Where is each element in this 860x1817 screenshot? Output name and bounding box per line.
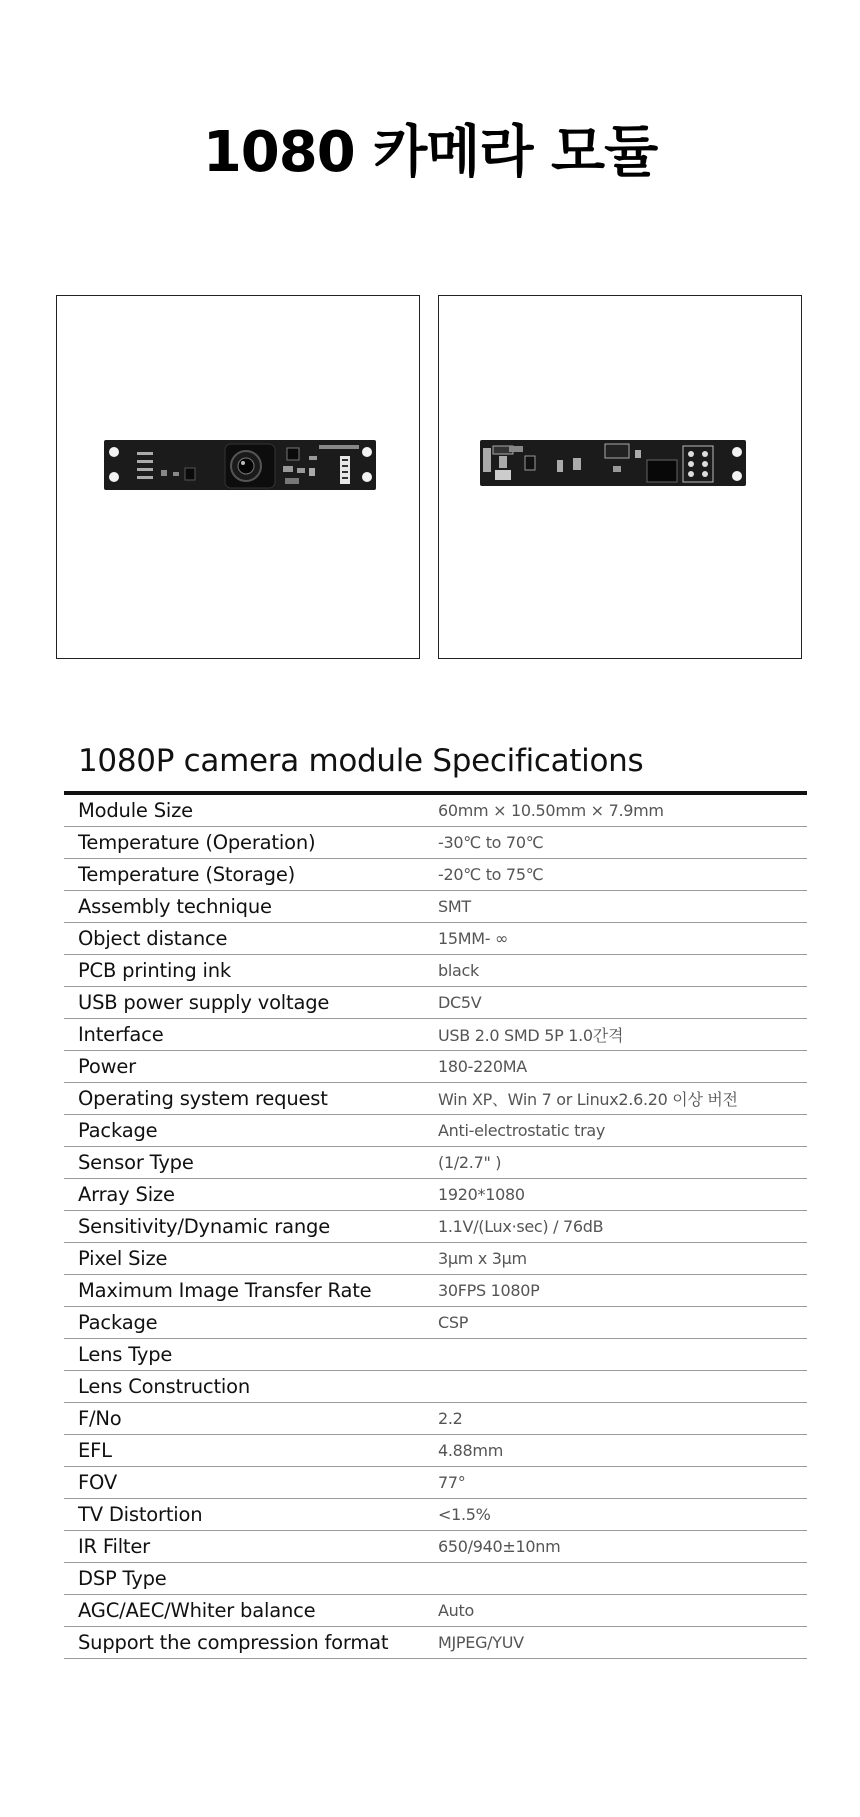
spec-value: black xyxy=(438,961,479,980)
spec-label: USB power supply voltage xyxy=(78,991,330,1014)
spec-value: 3μm x 3μm xyxy=(438,1249,527,1268)
spec-label: Lens Construction xyxy=(78,1375,250,1398)
table-row xyxy=(64,1147,807,1179)
table-row xyxy=(64,1563,807,1595)
spec-value: -20℃ to 75℃ xyxy=(438,865,544,884)
table-row xyxy=(64,1339,807,1371)
table-row xyxy=(64,1435,807,1467)
spec-value: 30FPS 1080P xyxy=(438,1281,540,1300)
table-row xyxy=(64,1371,807,1403)
spec-label: Power xyxy=(78,1055,136,1078)
spec-label: IR Filter xyxy=(78,1535,150,1558)
spec-label: TV Distortion xyxy=(78,1503,203,1526)
spec-label: Pixel Size xyxy=(78,1247,168,1270)
spec-label: F/No xyxy=(78,1407,122,1430)
table-row xyxy=(64,1531,807,1563)
page-title: 1080 카메라 모듈 xyxy=(202,120,658,185)
camera-module-back-photo xyxy=(438,295,802,659)
spec-label: EFL xyxy=(78,1439,112,1462)
pcb-front-image xyxy=(57,296,419,658)
spec-value: 180-220MA xyxy=(438,1057,527,1076)
table-row xyxy=(64,987,807,1019)
spec-value: 2.2 xyxy=(438,1409,463,1428)
table-row xyxy=(64,1115,807,1147)
table-row xyxy=(64,1627,807,1659)
spec-value: -30℃ to 70℃ xyxy=(438,833,544,852)
spec-label: AGC/AEC/Whiter balance xyxy=(78,1599,316,1622)
table-row xyxy=(64,923,807,955)
spec-value: 4.88mm xyxy=(438,1441,503,1460)
spec-value: (1/2.7" ) xyxy=(438,1153,502,1172)
spec-value: MJPEG/YUV xyxy=(438,1633,524,1652)
table-row xyxy=(64,859,807,891)
spec-label: FOV xyxy=(78,1471,117,1494)
spec-value: SMT xyxy=(438,897,471,916)
spec-label: Maximum Image Transfer Rate xyxy=(78,1279,372,1302)
spec-value: Auto xyxy=(438,1601,474,1620)
table-row xyxy=(64,795,807,827)
spec-value: DC5V xyxy=(438,993,482,1012)
spec-label: Assembly technique xyxy=(78,895,272,918)
spec-label: Array Size xyxy=(78,1183,175,1206)
spec-value: USB 2.0 SMD 5P 1.0간격 xyxy=(438,1026,624,1045)
spec-label: PCB printing ink xyxy=(78,959,231,982)
spec-label: Support the compression format xyxy=(78,1631,389,1654)
table-row xyxy=(64,827,807,859)
table-row xyxy=(64,1179,807,1211)
spec-label: Sensor Type xyxy=(78,1151,194,1174)
spec-label: Lens Type xyxy=(78,1343,173,1366)
table-row xyxy=(64,1403,807,1435)
spec-label: Module Size xyxy=(78,799,193,822)
spec-label: Temperature (Storage) xyxy=(78,863,296,886)
spec-label: Object distance xyxy=(78,927,228,950)
spec-label: Temperature (Operation) xyxy=(78,831,316,854)
spec-value: Win XP、Win 7 or Linux2.6.20 이상 버전 xyxy=(438,1090,738,1109)
spec-label: DSP Type xyxy=(78,1567,167,1590)
table-row xyxy=(64,1275,807,1307)
table-row xyxy=(64,1595,807,1627)
spec-value: 1920*1080 xyxy=(438,1185,525,1204)
table-row xyxy=(64,1243,807,1275)
table-row xyxy=(64,1211,807,1243)
camera-module-front-photo xyxy=(56,295,420,659)
table-row xyxy=(64,1307,807,1339)
table-row xyxy=(64,1019,807,1051)
spec-label: Package xyxy=(78,1311,158,1334)
spec-label: Sensitivity/Dynamic range xyxy=(78,1215,330,1238)
spec-label: Interface xyxy=(78,1023,164,1046)
specifications-heading: 1080P camera module Specifications xyxy=(78,743,644,779)
spec-value: CSP xyxy=(438,1313,469,1332)
table-row xyxy=(64,1051,807,1083)
spec-value: 77° xyxy=(438,1473,466,1492)
spec-value: 1.1V/(Lux·sec) / 76dB xyxy=(438,1217,604,1236)
spec-value: <1.5% xyxy=(438,1505,491,1524)
spec-value: 60mm × 10.50mm × 7.9mm xyxy=(438,801,664,820)
table-row xyxy=(64,1499,807,1531)
table-row xyxy=(64,1467,807,1499)
spec-value: Anti-electrostatic tray xyxy=(438,1121,606,1140)
table-row xyxy=(64,955,807,987)
table-row xyxy=(64,1083,807,1115)
spec-label: Package xyxy=(78,1119,158,1142)
pcb-back-image xyxy=(439,296,801,658)
specifications-table xyxy=(64,795,807,1659)
spec-value: 650/940±10nm xyxy=(438,1537,561,1556)
table-row xyxy=(64,891,807,923)
spec-label: Operating system request xyxy=(78,1087,328,1110)
spec-value: 15MM- ∞ xyxy=(438,929,509,948)
